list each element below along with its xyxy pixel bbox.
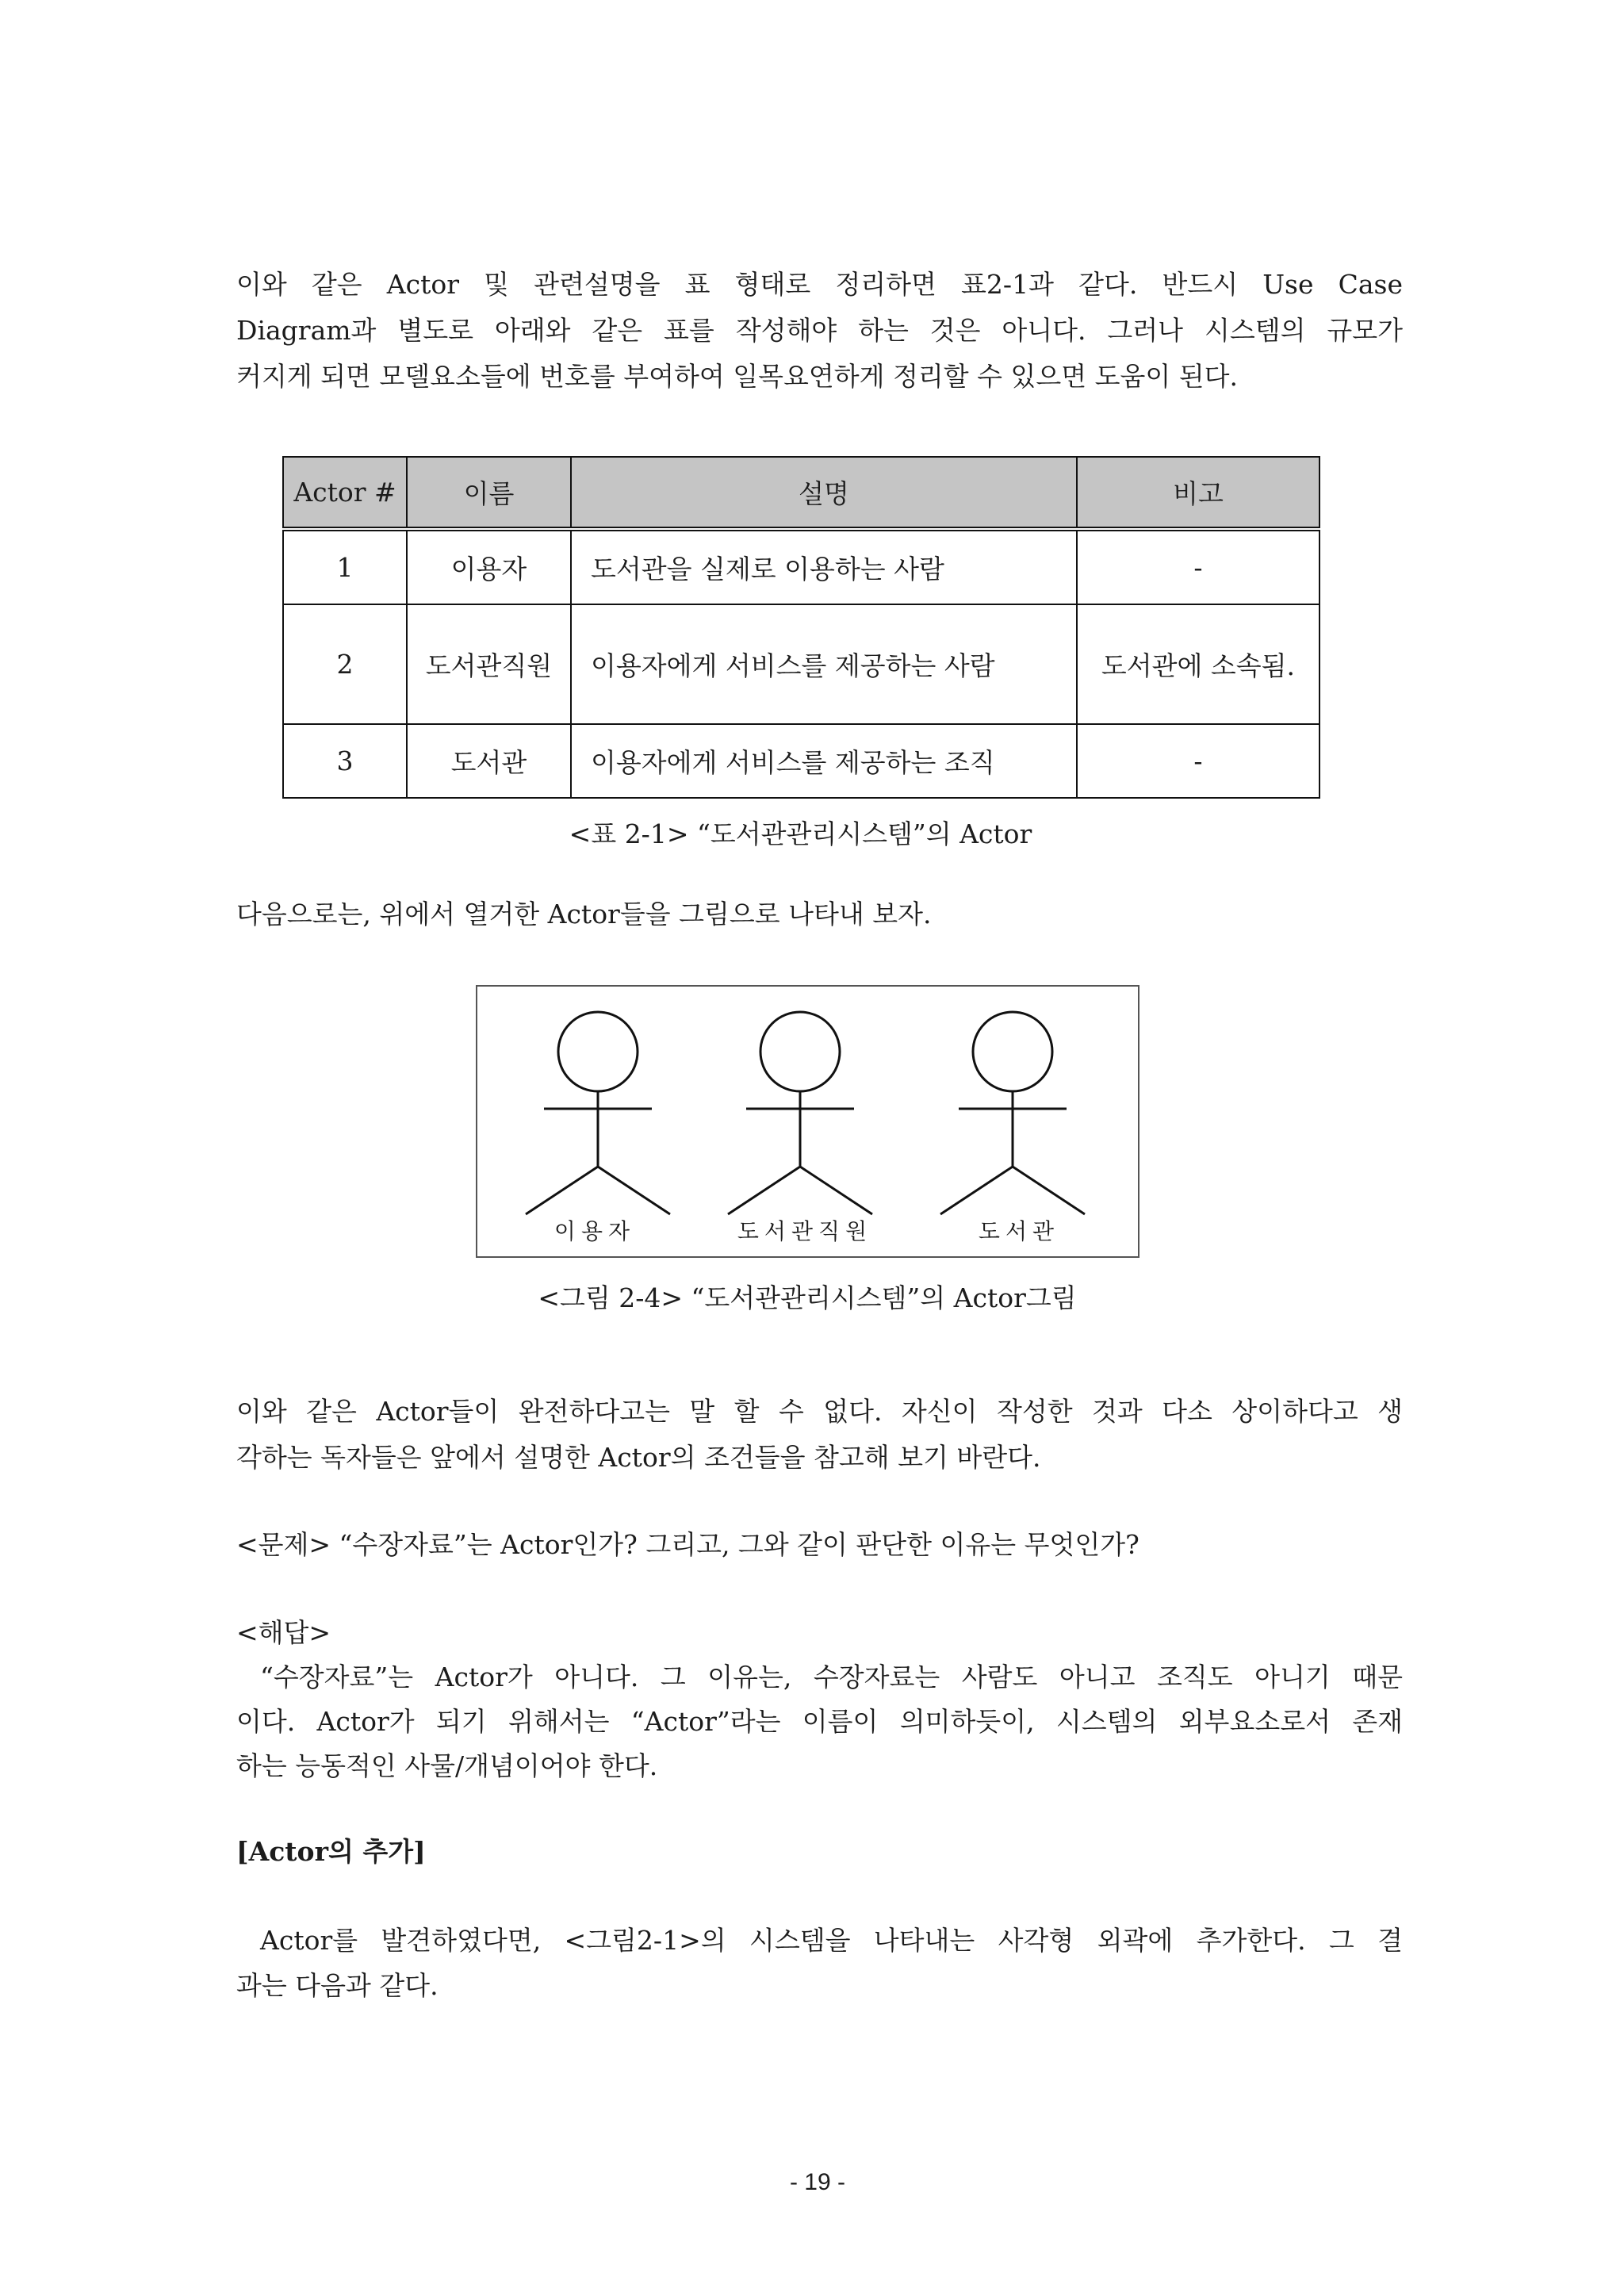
paragraph-line: 이와 같은 Actor들이 완전하다고는 말 할 수 없다. 자신이 작성한 것과 다소 상이하다고 생 [236,1396,1403,1427]
actor-table [282,456,1320,799]
section-paragraph [236,1918,1403,2008]
table-cell-remark: 도서관에 소속됨. [1077,604,1320,724]
table-cell-number: 1 [283,529,407,604]
actor-left-leg [526,1167,598,1214]
paragraph-line: 이다. Actor가 되기 위해서는 “Actor”라는 이름이 의미하듯이, 시스템의 외부요소로서 존재 [236,1706,1403,1737]
paragraph-line: 다음으로는, 위에서 열거한 Actor들을 그림으로 나타내 보자. [236,899,932,930]
actor-label: 도서관직원 [737,1218,873,1244]
paragraph-line: 하는 능동적인 사물/개념이어야 한다. [236,1750,658,1781]
table-cell-number: 3 [283,724,407,798]
paragraph-line: 각하는 독자들은 앞에서 설명한 Actor의 조건들을 참고해 보기 바란다. [236,1442,1041,1473]
section-heading: [Actor의 추가] [236,1836,426,1867]
table-cell-description: 도서관을 실제로 이용하는 사람 [571,529,1077,604]
actor-right-leg [800,1167,872,1214]
actor-stick-figure [728,1012,872,1214]
table-cell-name: 도서관 [407,724,571,798]
table-row [283,604,1320,724]
table-header-cell: Actor # [283,457,407,529]
table-row [283,724,1320,798]
figure-caption: <그림 2-4> “도서관관리시스템”의 Actor그림 [538,1282,1077,1313]
actor-right-leg [1013,1167,1085,1214]
question-line: <문제> “수장자료”는 Actor인가? 그리고, 그와 같이 판단한 이유는 무엇인가? [236,1529,1139,1560]
table-cell-number: 2 [283,604,407,724]
actor-head [558,1012,638,1091]
actor-left-leg [728,1167,800,1214]
section-heading-block [236,1829,1403,1875]
paragraph-line: 이와 같은 Actor 및 관련설명을 표 형태로 정리하면 표2-1과 같다. 반드시 Use Case [236,269,1403,300]
discussion-paragraph [236,1389,1403,1481]
table-cell-remark: - [1077,529,1320,604]
paragraph-line: 커지게 되면 모델요소들에 번호를 부여하여 일목요연하게 정리할 수 있으면 도움이 된다. [236,361,1238,392]
table-cell-description: 이용자에게 서비스를 제공하는 사람 [571,604,1077,724]
table-cell-name: 도서관직원 [407,604,571,724]
answer-paragraph [236,1611,1403,1788]
answer-label: <해답> [236,1617,331,1648]
actor-head [760,1012,840,1091]
table-header-cell: 이름 [407,457,571,529]
actor-head [973,1012,1052,1091]
actor-label: 도서관 [978,1218,1060,1244]
question-paragraph [236,1522,1403,1568]
table-row [283,529,1320,604]
actor-left-leg [940,1167,1013,1214]
figure-frame [477,986,1139,1257]
figure-intro-paragraph [236,891,1403,937]
actor-figure [476,985,1139,1258]
actor-right-leg [598,1167,670,1214]
table-caption: <표 2-1> “도서관관리시스템”의 Actor [569,818,1032,849]
table-cell-description: 이용자에게 서비스를 제공하는 조직 [571,724,1077,798]
paragraph-line: Actor를 발견하였다면, <그림2-1>의 시스템을 나타내는 사각형 외곽에 추가한다. 그 결 [260,1925,1403,1956]
table-header-row [283,457,1320,529]
intro-paragraph [236,262,1403,400]
table-header-cell: 설명 [571,457,1077,529]
actor-label: 이용자 [553,1218,636,1244]
actor-stick-figure [940,1012,1085,1214]
page-number: - 19 - [789,2169,846,2195]
table-cell-remark: - [1077,724,1320,798]
paragraph-line: 과는 다음과 같다. [236,1970,439,2001]
paragraph-line: “수장자료”는 Actor가 아니다. 그 이유는, 수장자료는 사람도 아니고 조직도 아니기 때문 [260,1662,1403,1692]
table-cell-name: 이용자 [407,529,571,604]
actor-stick-figure [526,1012,670,1214]
table-header-cell: 비고 [1077,457,1320,529]
paragraph-line: Diagram과 별도로 아래와 같은 표를 작성해야 하는 것은 아니다. 그러나 시스템의 규모가 [236,315,1403,346]
